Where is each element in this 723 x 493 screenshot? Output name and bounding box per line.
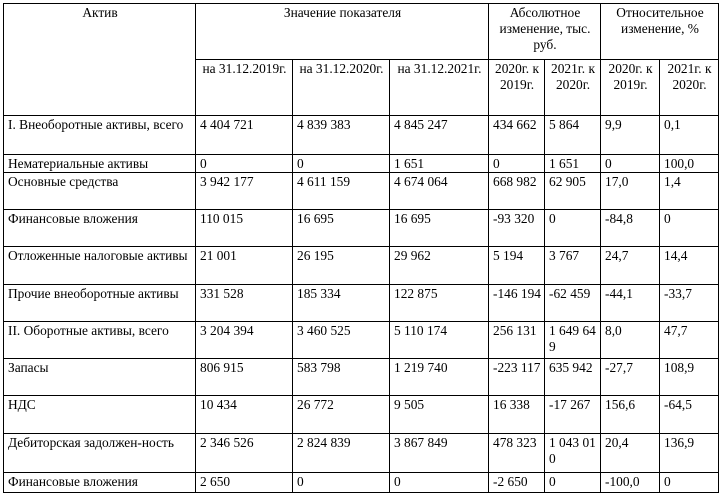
abs-change-2020: 256 131 [489, 322, 545, 359]
value-2020: 16 695 [293, 210, 390, 247]
header-znachenie: Значение показателя [196, 4, 489, 60]
value-2019: 2 346 526 [196, 434, 293, 473]
abs-change-2020: -146 194 [489, 285, 545, 322]
table-row [4, 116, 719, 155]
value-2019: 4 404 721 [196, 116, 293, 155]
row-name: Отложенные налоговые активы [4, 247, 196, 285]
header-rel-period-1: 2020г. к 2019г. [601, 60, 660, 116]
value-2021: 1 219 740 [390, 359, 489, 396]
rel-change-2021: 0 [660, 473, 719, 493]
header-date-2021: на 31.12.2021г. [390, 60, 489, 116]
value-2019: 331 528 [196, 285, 293, 322]
table-row [4, 173, 719, 210]
row-name: I. Внеоборотные активы, всего [4, 116, 196, 155]
rel-change-2020: 24,7 [601, 247, 660, 285]
abs-change-2020: 434 662 [489, 116, 545, 155]
row-name: Запасы [4, 359, 196, 396]
value-2019: 21 001 [196, 247, 293, 285]
header-rel-period-2: 2021г. к 2020г. [660, 60, 719, 116]
value-2021: 9 505 [390, 396, 489, 434]
table-row [4, 155, 719, 173]
header-row-1 [4, 4, 719, 60]
abs-change-2020: 5 194 [489, 247, 545, 285]
abs-change-2020: -93 320 [489, 210, 545, 247]
value-2020: 4 611 159 [293, 173, 390, 210]
rel-change-2020: 156,6 [601, 396, 660, 434]
row-name: Нематериальные активы [4, 155, 196, 173]
assets-table [3, 3, 719, 493]
value-2021: 1 651 [390, 155, 489, 173]
value-2021: 3 867 849 [390, 434, 489, 473]
abs-change-2021: 1 043 010 [545, 434, 601, 473]
value-2021: 4 674 064 [390, 173, 489, 210]
header-abs-change: Абсолютное изменение, тыс. руб. [489, 4, 601, 60]
header-aktiv: Актив [4, 4, 196, 116]
row-name: Финансовые вложения [4, 473, 196, 493]
value-2020: 26 772 [293, 396, 390, 434]
abs-change-2021: 635 942 [545, 359, 601, 396]
value-2019: 110 015 [196, 210, 293, 247]
header-date-2020: на 31.12.2020г. [293, 60, 390, 116]
abs-change-2021: 3 767 [545, 247, 601, 285]
rel-change-2020: -27,7 [601, 359, 660, 396]
rel-change-2020: 8,0 [601, 322, 660, 359]
value-2020: 0 [293, 155, 390, 173]
rel-change-2021: -64,5 [660, 396, 719, 434]
rel-change-2021: 14,4 [660, 247, 719, 285]
abs-change-2020: 478 323 [489, 434, 545, 473]
table-row [4, 210, 719, 247]
table-row [4, 396, 719, 434]
header-date-2019: на 31.12.2019г. [196, 60, 293, 116]
abs-change-2020: -2 650 [489, 473, 545, 493]
abs-change-2021: 0 [545, 210, 601, 247]
rel-change-2020: 17,0 [601, 173, 660, 210]
value-2019: 10 434 [196, 396, 293, 434]
abs-change-2021: 62 905 [545, 173, 601, 210]
value-2020: 185 334 [293, 285, 390, 322]
header-abs-period-2: 2021г. к 2020г. [545, 60, 601, 116]
value-2021: 5 110 174 [390, 322, 489, 359]
abs-change-2020: -223 117 [489, 359, 545, 396]
abs-change-2021: 1 649 649 [545, 322, 601, 359]
rel-change-2020: 0 [601, 155, 660, 173]
value-2020: 0 [293, 473, 390, 493]
value-2021: 16 695 [390, 210, 489, 247]
value-2021: 4 845 247 [390, 116, 489, 155]
rel-change-2021: 0 [660, 210, 719, 247]
row-name: Финансовые вложения [4, 210, 196, 247]
rel-change-2021: 108,9 [660, 359, 719, 396]
value-2020: 583 798 [293, 359, 390, 396]
table-row [4, 473, 719, 493]
value-2021: 0 [390, 473, 489, 493]
value-2020: 4 839 383 [293, 116, 390, 155]
rel-change-2021: 136,9 [660, 434, 719, 473]
table-row [4, 434, 719, 473]
abs-change-2021: -17 267 [545, 396, 601, 434]
abs-change-2021: -62 459 [545, 285, 601, 322]
row-name: II. Оборотные активы, всего [4, 322, 196, 359]
table-row [4, 247, 719, 285]
row-name: Дебиторская задолжен-ность [4, 434, 196, 473]
value-2021: 122 875 [390, 285, 489, 322]
rel-change-2021: -33,7 [660, 285, 719, 322]
value-2019: 3 942 177 [196, 173, 293, 210]
value-2020: 3 460 525 [293, 322, 390, 359]
rel-change-2020: 20,4 [601, 434, 660, 473]
header-rel-change: Относительное изменение, % [601, 4, 719, 60]
abs-change-2021: 0 [545, 473, 601, 493]
rel-change-2020: -44,1 [601, 285, 660, 322]
table-row [4, 359, 719, 396]
abs-change-2020: 0 [489, 155, 545, 173]
rel-change-2021: 100,0 [660, 155, 719, 173]
row-name: Основные средства [4, 173, 196, 210]
header-abs-period-1: 2020г. к 2019г. [489, 60, 545, 116]
row-name: НДС [4, 396, 196, 434]
value-2019: 0 [196, 155, 293, 173]
table-row [4, 322, 719, 359]
rel-change-2020: -84,8 [601, 210, 660, 247]
abs-change-2020: 16 338 [489, 396, 545, 434]
value-2019: 3 204 394 [196, 322, 293, 359]
rel-change-2021: 1,4 [660, 173, 719, 210]
value-2020: 2 824 839 [293, 434, 390, 473]
rel-change-2020: 9,9 [601, 116, 660, 155]
value-2019: 2 650 [196, 473, 293, 493]
abs-change-2021: 5 864 [545, 116, 601, 155]
value-2019: 806 915 [196, 359, 293, 396]
abs-change-2021: 1 651 [545, 155, 601, 173]
value-2021: 29 962 [390, 247, 489, 285]
abs-change-2020: 668 982 [489, 173, 545, 210]
table-row [4, 285, 719, 322]
rel-change-2021: 0,1 [660, 116, 719, 155]
row-name: Прочие внеоборотные активы [4, 285, 196, 322]
rel-change-2020: -100,0 [601, 473, 660, 493]
rel-change-2021: 47,7 [660, 322, 719, 359]
value-2020: 26 195 [293, 247, 390, 285]
